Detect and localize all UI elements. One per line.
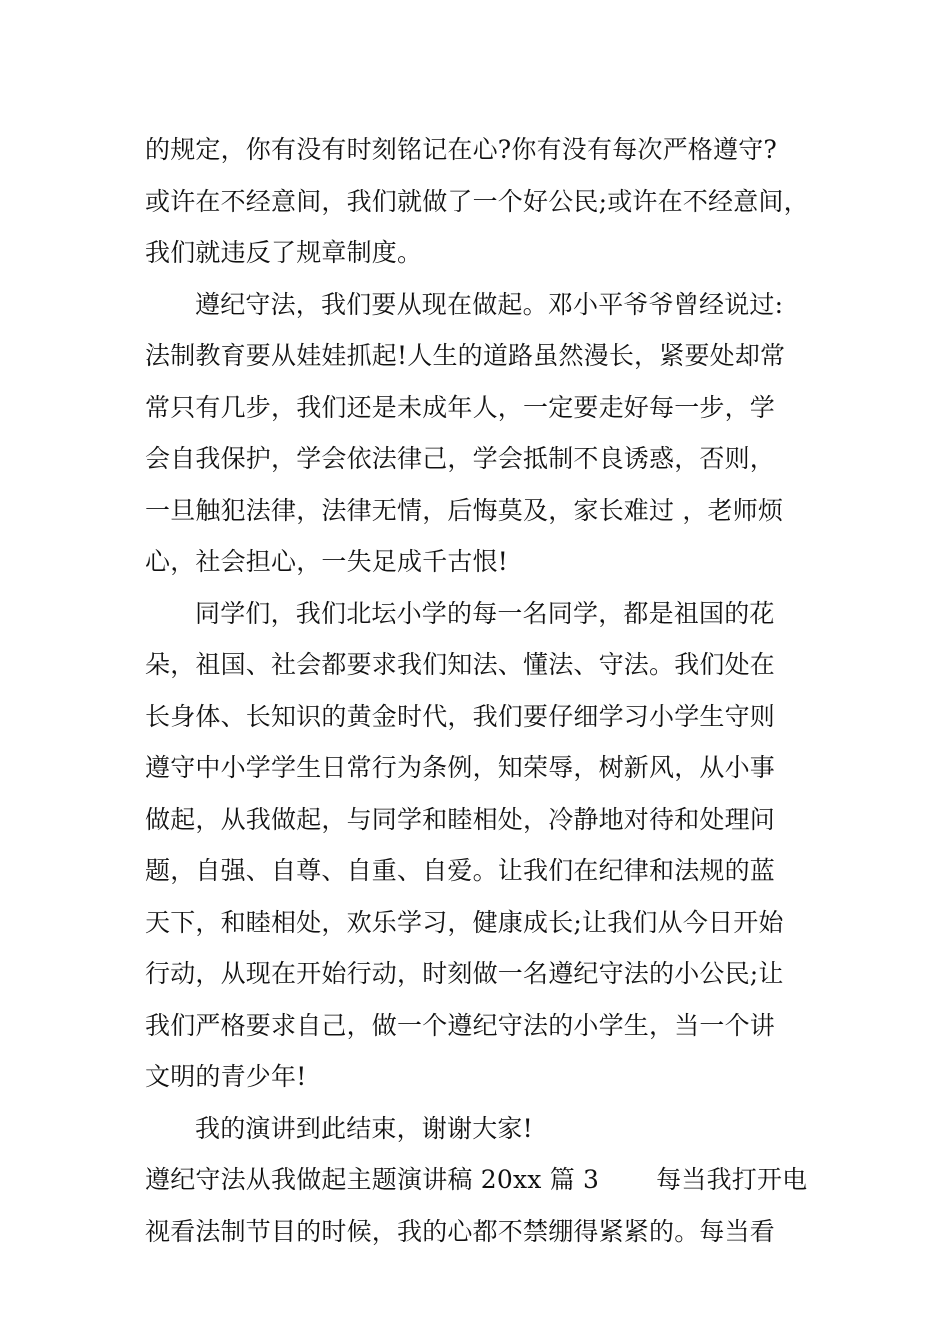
- text-line: 文明的青少年!: [145, 1062, 307, 1091]
- text-line: 或许在不经意间，我们就做了一个好公民;或许在不经意间，: [145, 186, 809, 216]
- text-line: 题，自强、自尊、自重、自爱。让我们在纪律和法规的蓝: [145, 856, 776, 885]
- text-line: 遵纪守法从我做起主题演讲稿 20xx 篇 3 每当我打开电: [145, 1165, 808, 1194]
- text-line: 做起，从我做起，与同学和睦相处，冷静地对待和处理问: [145, 804, 776, 834]
- text-line: 视看法制节目的时候，我的心都不禁绷得紧紧的。每当看: [145, 1216, 776, 1246]
- text-line: 朵，祖国、社会都要求我们知法、懂法、守法。我们处在: [145, 650, 776, 679]
- text-line: 心，社会担心，一失足成千古恨!: [145, 547, 509, 576]
- text-line: 长身体、长知识的黄金时代，我们要仔细学习小学生守则: [145, 701, 776, 731]
- text-line: 天下，和睦相处，欢乐学习，健康成长;让我们从今日开始: [145, 907, 784, 937]
- text-line: 我的演讲到此结束，谢谢大家!: [195, 1113, 533, 1143]
- text-line: 行动，从现在开始行动，时刻做一名遵纪守法的小公民;让: [145, 959, 784, 988]
- text-line: 会自我保护，学会依法律己，学会抵制不良诱惑，否则，: [145, 444, 776, 473]
- text-line: 一旦触犯法律，法律无情，后悔莫及，家长难过 ，老师烦: [145, 495, 784, 525]
- text-line: 我们严格要求自己，做一个遵纪守法的小学生，当一个讲: [145, 1010, 776, 1040]
- text-line: 遵守中小学学生日常行为条例，知荣辱，树新风，从小事: [145, 753, 776, 782]
- text-line: 法制教育要从娃娃抓起!人生的道路虽然漫长，紧要处却常: [145, 341, 786, 370]
- text-line: 的规定，你有没有时刻铭记在心?你有没有每次严格遵守?: [145, 135, 778, 164]
- document-body: [145, 124, 815, 1257]
- text-line: 遵纪守法，我们要从现在做起。邓小平爷爷曾经说过:: [195, 289, 784, 319]
- text-line: 我们就违反了规章制度。: [145, 238, 423, 267]
- text-line: 同学们，我们北坛小学的每一名同学，都是祖国的花: [195, 598, 775, 628]
- text-line: 常只有几步，我们还是未成年人，一定要走好每一步，学: [145, 392, 776, 422]
